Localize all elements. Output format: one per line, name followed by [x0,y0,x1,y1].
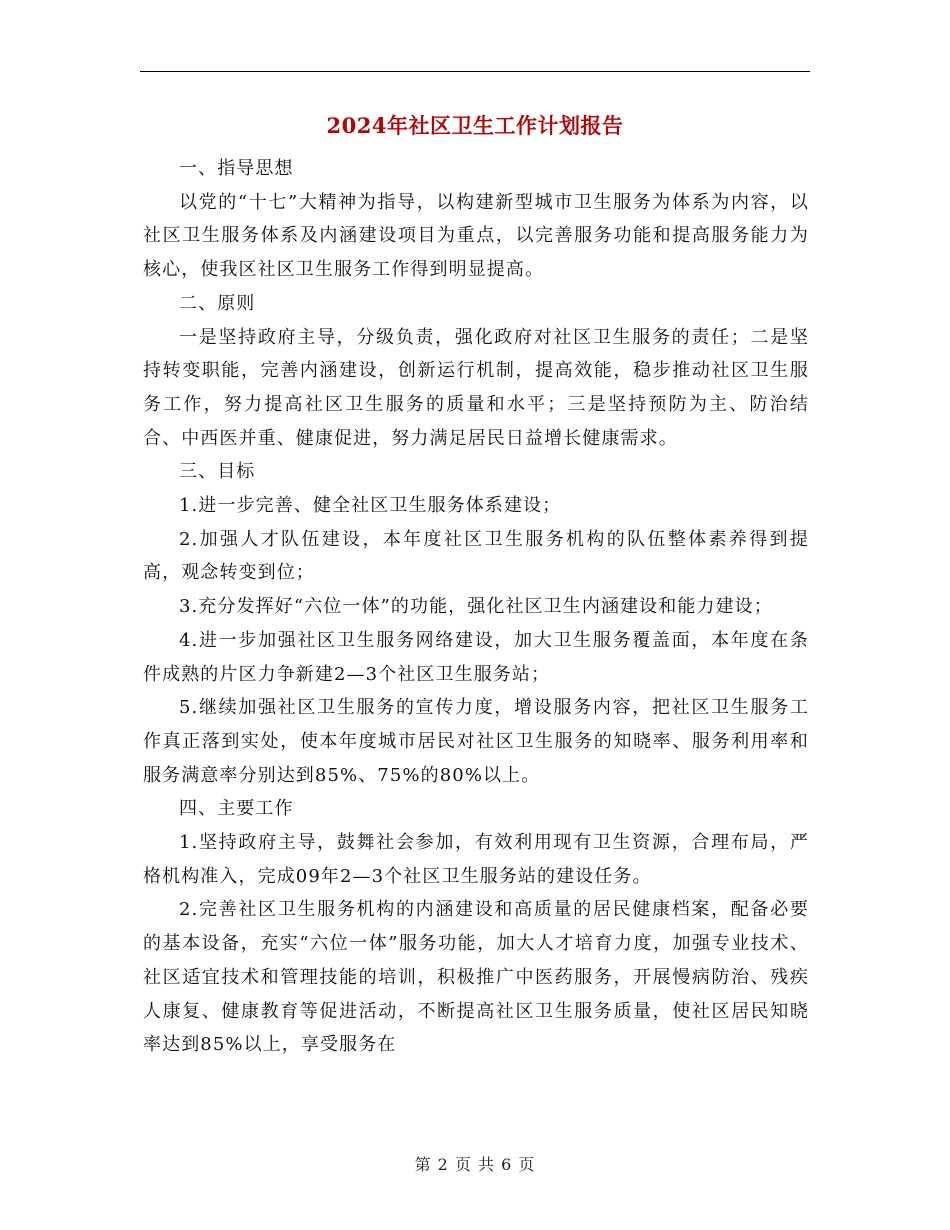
section-heading-goals: 三、目标 [179,461,256,483]
section-heading-guiding-ideology: 一、指导思想 [179,158,294,179]
paragraph-principles: 一是坚持政府主导，分级负责，强化政府对社区卫生服务的责任；二是坚持转变职能，完善内涵建设，创新运行机制，提高效能，稳步推动社区卫生服务工作，努力提高社区卫生服务的质量和水平；三是坚持预防为主、防治结合、中西医并重、健康促进，努力满足居民日益增长健康需求。 [143,326,809,449]
work-item-2: 2.完善社区卫生服务机构的内涵建设和高质量的居民健康档案，配备必要的基本设备，充实“六位一体”服务功能，加大人才培育力度，加强专业技术、社区适宜技术和管理技能的培训，积极推广中医药服务，开展慢病防治、残疾人康复、健康教育等促进活动，不断提高社区卫生服务质量，使社区居民知晓率达到85%以上，享受服务在 [143,899,809,1056]
goal-item-5: 5.继续加强社区卫生服务的宣传力度，增设服务内容，把社区卫生服务工作真正落到实处，使本年度城市居民对社区卫生服务的知晓率、服务利用率和服务满意率分别达到85%、75%的80%以上。 [143,697,809,786]
section-heading-principles: 二、原则 [179,292,256,314]
paragraph-guiding-ideology: 以党的“十七”大精神为指导，以构建新型城市卫生服务为体系为内容，以社区卫生服务体系及内涵建设项目为重点，以完善服务功能和提高服务能力为核心，使我区社区卫生服务工作得到明显提高。 [143,191,809,281]
goal-item-4: 4.进一步加强社区卫生服务网络建设，加大卫生服务覆盖面，本年度在条件成熟的片区力争新建2—3个社区卫生服务站； [143,629,809,685]
goal-item-1: 1.进一步完善、健全社区卫生服务体系建设； [179,495,562,517]
page-number: 第 2 页 共 6 页 [414,1155,536,1174]
header-rule [140,71,810,72]
work-item-1: 1.坚持政府主导，鼓舞社会参加，有效利用现有卫生资源，合理布局，严格机构准入，完成09年2—3个社区卫生服务站的建设任务。 [143,832,809,887]
document-body [143,152,809,1062]
section-heading-main-work: 四、主要工作 [179,798,294,820]
goal-item-2: 2.加强人才队伍建设，本年度社区卫生服务机构的队伍整体素养得到提高，观念转变到位； [143,528,809,584]
document-title: 2024年社区卫生工作计划报告 [326,113,624,138]
goal-item-3: 3.充分发挥好“六位一体”的功能，强化社区卫生内涵建设和能力建设； [179,596,773,618]
